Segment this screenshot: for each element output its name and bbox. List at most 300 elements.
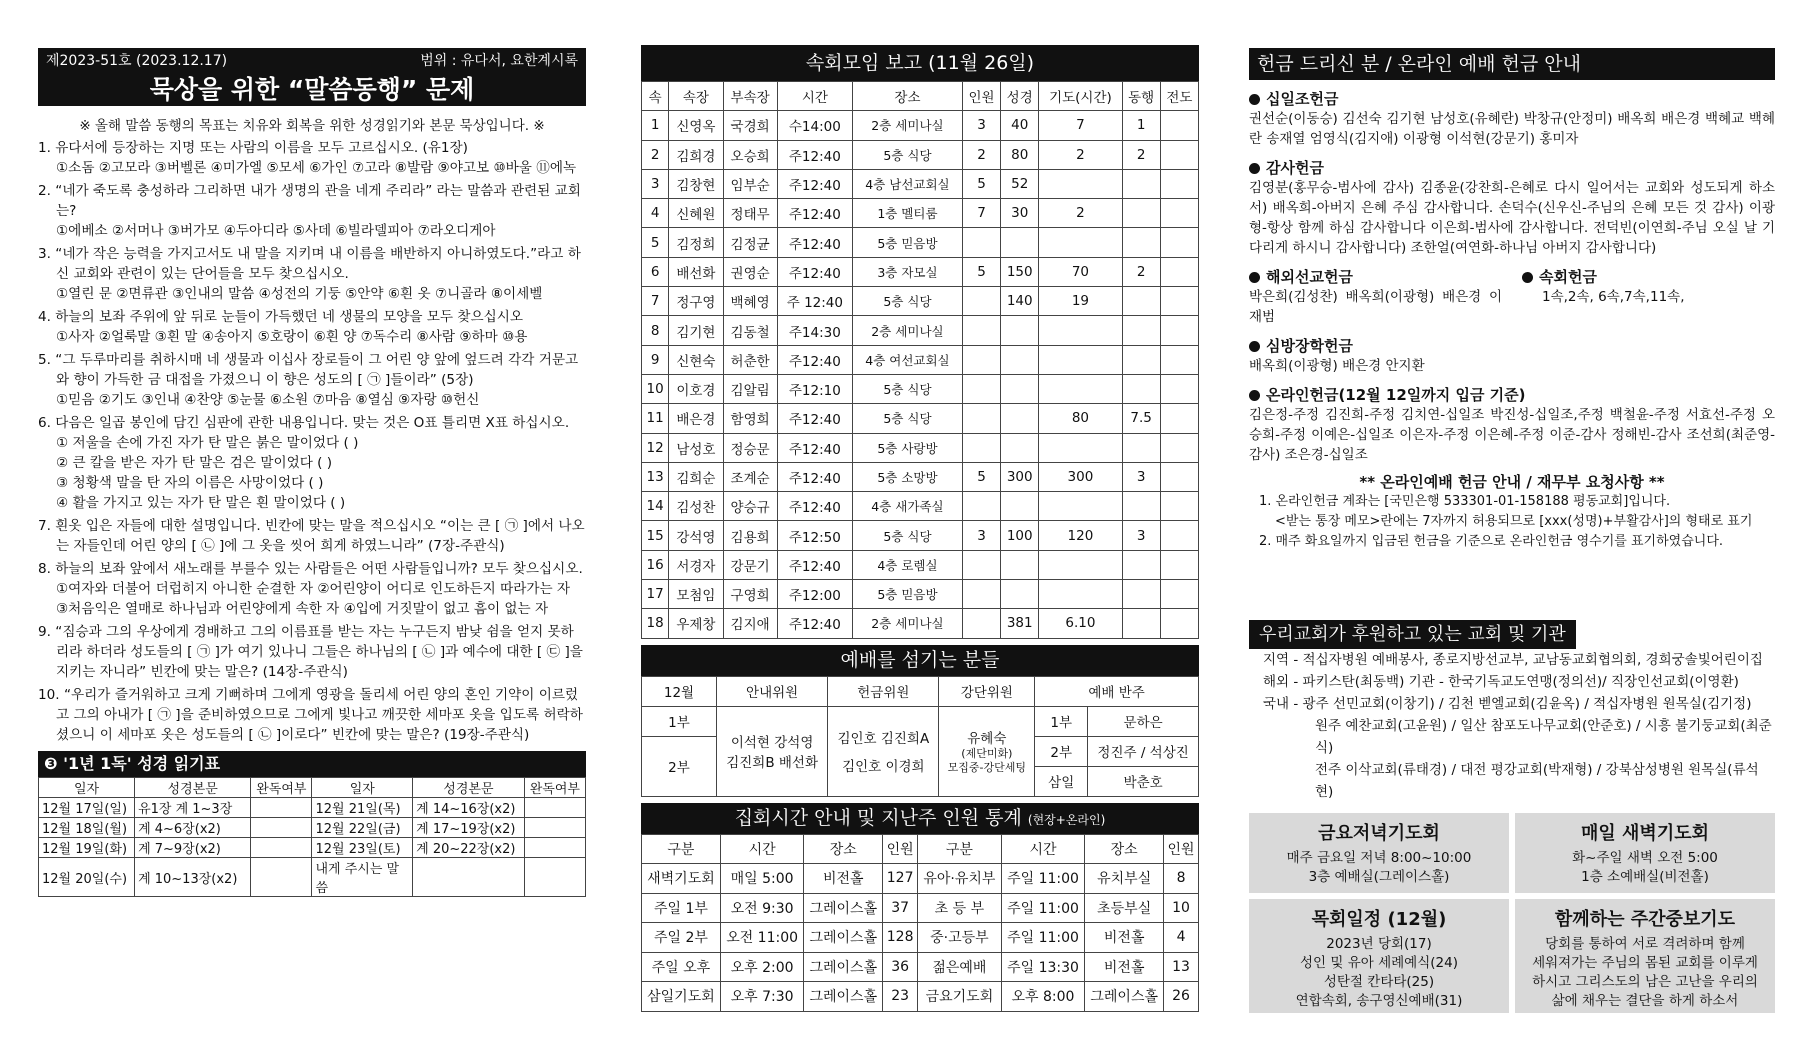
tithe-names: 권선순(이동승) 김선숙 김기현 남성호(유혜란) 박창규(안정미) 배옥희 배은경 백혜교 백혜란 송재열 엄영식(김지애) 이광형 이석현(강문기) 홍미자 xyxy=(1249,111,1775,147)
meeting-header-cell: 속장 xyxy=(669,82,723,111)
meeting-cell: 주12:40 xyxy=(777,228,852,257)
meeting-row xyxy=(642,609,1199,638)
reading-row xyxy=(39,798,586,818)
meeting-cell xyxy=(1122,433,1160,462)
bullet-icon xyxy=(1249,341,1260,352)
meeting-header-cell: 속 xyxy=(642,82,669,111)
info-box-line: 삶에 채우는 결단을 하게 하소서 xyxy=(1551,993,1739,1009)
reading-cell: 12월 23일(토) xyxy=(312,838,413,858)
reading-cell xyxy=(251,798,312,818)
question-text: 8. 하늘의 보좌 앞에서 새노래를 부를수 있는 사람들은 어떤 사람들입니까? 모두 찾으십시오. xyxy=(38,561,583,577)
meeting-cell: 7 xyxy=(962,199,1000,228)
thanks-heading xyxy=(1249,157,1775,178)
meeting-cell: 4층 로렘실 xyxy=(853,550,963,579)
stats-cell: 13 xyxy=(1164,952,1199,982)
meeting-cell: 주12:40 xyxy=(777,492,852,521)
issue-number: 제2023-51호 (2023.12.17) xyxy=(46,53,228,69)
meeting-report-title: 속회모임 보고 (11월 26일) xyxy=(641,45,1199,81)
bullet-icon xyxy=(1249,94,1260,105)
meeting-row xyxy=(642,550,1199,579)
accompanist-name: 정진주 / 석상진 xyxy=(1088,736,1199,766)
meeting-cell: 2층 세미나실 xyxy=(853,111,963,140)
reading-plan-title: ❸ '1년 1독' 성경 읽기표 xyxy=(38,751,586,777)
class-title: 속회헌금 xyxy=(1539,268,1597,286)
meeting-cell: 강문기 xyxy=(723,550,777,579)
question xyxy=(38,516,586,556)
question xyxy=(38,350,586,410)
meeting-cell xyxy=(1160,140,1198,169)
meeting-cell: 5층 믿음방 xyxy=(853,580,963,609)
question-option: ② 큰 칼을 받은 자가 탄 말은 검은 말이었다 ( ) xyxy=(56,455,333,471)
meeting-row xyxy=(642,257,1199,286)
stats-cell: 오후 8:00 xyxy=(1001,982,1084,1012)
meeting-row xyxy=(642,345,1199,374)
stats-title: 집회시간 안내 및 지난주 인원 통계 xyxy=(734,806,1022,829)
stats-cell: 23 xyxy=(883,982,918,1012)
stats-cell: 금요기도회 xyxy=(918,982,1002,1012)
meeting-cell: 배선화 xyxy=(669,257,723,286)
scholarship-title: 심방장학헌금 xyxy=(1266,337,1353,355)
meeting-cell xyxy=(962,609,1000,638)
notice-line: 2. 매주 화요일까지 입금된 헌금을 기준으로 온라인헌금 영수기를 표기하였습니다. xyxy=(1259,534,1724,549)
meeting-cell: 3 xyxy=(642,169,669,198)
meeting-cell xyxy=(1160,374,1198,403)
meeting-cell: 정태무 xyxy=(723,199,777,228)
quiz-title: 묵상을 위한 “말씀동행” 문제 xyxy=(149,75,475,104)
stats-cell: 주일 13:30 xyxy=(1001,952,1084,982)
reading-cell xyxy=(251,858,312,897)
accompanist-name: 문하은 xyxy=(1088,706,1199,736)
meeting-cell: 140 xyxy=(1001,287,1039,316)
meeting-cell: 381 xyxy=(1001,609,1039,638)
info-box-line: 성인 및 유아 세례예식(24) xyxy=(1300,955,1458,971)
meeting-cell xyxy=(1001,374,1039,403)
reading-header-cell: 완독여부 xyxy=(524,778,585,798)
meeting-cell: 5 xyxy=(962,462,1000,491)
meeting-cell: 2층 세미나실 xyxy=(853,316,963,345)
stats-cell: 비전홀 xyxy=(1085,923,1164,953)
reading-cell: 계 4~6장(x2) xyxy=(135,818,251,838)
question-list xyxy=(38,138,586,745)
info-box-line: 2023년 당회(17) xyxy=(1326,936,1432,952)
stats-cell: 오후 2:00 xyxy=(720,952,803,982)
stats-row xyxy=(642,893,1199,923)
meeting-header-cell: 기도(시간) xyxy=(1039,82,1122,111)
meeting-cell xyxy=(962,345,1000,374)
meeting-cell xyxy=(1039,550,1122,579)
stats-cell: 삼일기도회 xyxy=(642,982,721,1012)
reading-header-cell: 일자 xyxy=(312,778,413,798)
mission-names: 박은희(김성찬) 배옥희(이광형) 배은경 이재범 xyxy=(1249,289,1502,325)
stats-cell: 그레이스홀 xyxy=(804,952,883,982)
stats-cell: 오전 11:00 xyxy=(720,923,803,953)
meeting-cell: 이호경 xyxy=(669,374,723,403)
meeting-cell: 주12:40 xyxy=(777,345,852,374)
meeting-cell: 신혜원 xyxy=(669,199,723,228)
meeting-row xyxy=(642,140,1199,169)
question-option: ①여자와 더불어 더럽히지 아니한 순결한 자 ②어린양이 어디로 인도하든지 따라가는 자 xyxy=(56,581,571,597)
meeting-cell xyxy=(1160,111,1198,140)
info-box xyxy=(1515,813,1775,893)
servers-header-row xyxy=(642,676,1199,706)
stats-cell: 그레이스홀 xyxy=(804,893,883,923)
meeting-cell: 70 xyxy=(1039,257,1122,286)
meeting-cell xyxy=(1122,316,1160,345)
bullet-icon xyxy=(1522,272,1533,283)
info-box xyxy=(1515,899,1775,1013)
meeting-cell: 13 xyxy=(642,462,669,491)
reading-cell: 12월 21일(목) xyxy=(312,798,413,818)
reading-cell: 12월 17일(일) xyxy=(39,798,135,818)
meeting-cell: 김희경 xyxy=(669,140,723,169)
guide-2: 김진희B 배선화 xyxy=(726,755,819,772)
info-box-line: 성탄절 칸타타(25) xyxy=(1323,974,1435,990)
reading-cell: 계 14~16장(x2) xyxy=(413,798,525,818)
stats-cell: 주일 1부 xyxy=(642,893,721,923)
stats-header-cell: 시간 xyxy=(720,834,803,864)
meeting-cell: 3 xyxy=(1122,462,1160,491)
meeting-cell: 15 xyxy=(642,521,669,550)
meeting-cell: 김용희 xyxy=(723,521,777,550)
guide-1: 이석현 강석영 xyxy=(730,735,814,752)
meeting-cell: 14 xyxy=(642,492,669,521)
stats-row xyxy=(642,952,1199,982)
meeting-cell: 7 xyxy=(1039,111,1122,140)
meeting-cell: 신현숙 xyxy=(669,345,723,374)
meeting-cell: 1 xyxy=(642,111,669,140)
stats-header-cell: 인원 xyxy=(883,834,918,864)
meeting-cell xyxy=(962,404,1000,433)
accompanist-label: 삼일 xyxy=(1035,766,1088,796)
meeting-cell xyxy=(1001,316,1039,345)
meeting-cell xyxy=(1039,228,1122,257)
stats-title-bar xyxy=(641,803,1199,834)
meeting-cell xyxy=(1160,462,1198,491)
meeting-cell: 9 xyxy=(642,345,669,374)
stats-cell: 매일 5:00 xyxy=(720,864,803,894)
meeting-cell: 2 xyxy=(1122,257,1160,286)
meeting-cell: 4층 남선교회실 xyxy=(853,169,963,198)
online-title: 온라인헌금(12월 12일까지 입금 기준) xyxy=(1266,386,1526,404)
offering-title: 헌금 드리신 분 / 온라인 예배 헌금 안내 xyxy=(1249,48,1775,80)
stats-header-cell: 구분 xyxy=(642,834,721,864)
meeting-cell: 6 xyxy=(642,257,669,286)
question-option: ①사자 ②얼룩말 ③흰 말 ④송아지 ⑤호랑이 ⑥흰 양 ⑦독수리 ⑧사람 ⑨하마 ⑩용 xyxy=(56,329,528,345)
meeting-row xyxy=(642,316,1199,345)
meeting-row xyxy=(642,404,1199,433)
reading-cell: 계 17~19장(x2) xyxy=(413,818,525,838)
meeting-cell: 양승규 xyxy=(723,492,777,521)
question-option: ① 저울을 손에 가진 자가 탄 말은 붉은 말이었다 ( ) xyxy=(56,435,359,451)
reading-row xyxy=(39,818,586,838)
meeting-cell: 주12:40 xyxy=(777,550,852,579)
meeting-cell xyxy=(1122,580,1160,609)
meeting-cell: 주12:50 xyxy=(777,521,852,550)
meeting-cell: 주12:40 xyxy=(777,404,852,433)
meeting-cell: 2 xyxy=(642,140,669,169)
meeting-cell xyxy=(1160,287,1198,316)
stats-row xyxy=(642,864,1199,894)
meeting-cell: 5층 식당 xyxy=(853,140,963,169)
stats-cell: 오전 9:30 xyxy=(720,893,803,923)
service-label: 2부 xyxy=(642,736,717,796)
tithe-title: 십일조헌금 xyxy=(1266,90,1339,108)
meeting-header-cell: 인원 xyxy=(962,82,1000,111)
meeting-cell xyxy=(962,433,1000,462)
meeting-cell xyxy=(1122,228,1160,257)
meeting-cell: 주12:40 xyxy=(777,169,852,198)
meeting-cell: 주 12:40 xyxy=(777,287,852,316)
meeting-cell: 김알림 xyxy=(723,374,777,403)
stats-cell: 127 xyxy=(883,864,918,894)
reading-cell xyxy=(524,818,585,838)
meeting-cell: 4층 새가족실 xyxy=(853,492,963,521)
meeting-cell: 주12:40 xyxy=(777,609,852,638)
stats-cell: 주일 11:00 xyxy=(1001,893,1084,923)
meeting-cell xyxy=(1160,580,1198,609)
meeting-cell xyxy=(1160,199,1198,228)
meeting-cell: 신영옥 xyxy=(669,111,723,140)
meeting-cell: 모첨임 xyxy=(669,580,723,609)
meeting-cell xyxy=(1039,374,1122,403)
meeting-cell xyxy=(1039,316,1122,345)
reading-header-cell: 완독여부 xyxy=(251,778,312,798)
reading-cell xyxy=(524,838,585,858)
stats-cell: 주일 오후 xyxy=(642,952,721,982)
meeting-cell: 서경자 xyxy=(669,550,723,579)
mission-heading xyxy=(1249,266,1502,287)
support-list xyxy=(1249,649,1775,803)
quiz-intro: ※ 올해 말씀 동행의 목표는 치유와 회복을 위한 성경읽기와 본문 묵상입니다. ※ xyxy=(79,118,545,134)
stats-row xyxy=(642,982,1199,1012)
meeting-row xyxy=(642,287,1199,316)
meeting-cell: 6.10 xyxy=(1039,609,1122,638)
meeting-cell: 5층 식당 xyxy=(853,521,963,550)
question xyxy=(38,559,586,619)
meeting-cell xyxy=(1160,169,1198,198)
meeting-row xyxy=(642,169,1199,198)
question-text: 1. 유다서에 등장하는 지명 또는 사람의 이름을 모두 고르십시오. (유1장) xyxy=(38,140,468,156)
meeting-row xyxy=(642,374,1199,403)
question-text: 10. “우리가 즐거워하고 크게 기뻐하며 그에게 영광을 돌리세 어린 양의 혼인 기약이 이르렀고 그의 아내가 [ ㉠ ]을 준비하였으므로 그에게 빛나고 깨끗한 세마포 옷을 입도록 허락하셨으니 이 세마포 옷은 성도들의 [ ㉡ ]이로다” 빈칸에 맞는 말은? (19장-주관식) xyxy=(38,687,583,743)
notice-line: 1. 온라인헌금 계좌는 [국민은행 533301-01-158188 평동교회]입니다. xyxy=(1259,494,1671,509)
meeting-cell: 주12:10 xyxy=(777,374,852,403)
info-box-line: 1층 소예배실(비전홀) xyxy=(1581,869,1709,885)
meeting-cell: 2 xyxy=(962,140,1000,169)
meeting-cell: 4층 여선교회실 xyxy=(853,345,963,374)
reading-cell: 12월 19일(화) xyxy=(39,838,135,858)
reading-cell: 계 7~9장(x2) xyxy=(135,838,251,858)
question-option: ③처음익은 열매로 하나님과 어린양에게 속한 자 ④입에 거짓말이 없고 흠이 없는 자 xyxy=(56,601,549,617)
meeting-cell: 100 xyxy=(1001,521,1039,550)
meeting-cell: 5층 사랑방 xyxy=(853,433,963,462)
meeting-cell: 2 xyxy=(1039,199,1122,228)
question-text: 9. “짐승과 그의 우상에게 경배하고 그의 이름표를 받는 자는 누구든지 밤낮 쉼을 얻지 못하리라 하더라 성도들의 [ ㉠ ]가 여기 있나니 그들은 하나님의 [ ㉡ ]과 예수에 대한 [ ㉢ ]을 지키는 자니라” 빈칸에 맞는 말은? (14장-주관식) xyxy=(38,624,583,680)
meeting-cell: 4 xyxy=(642,199,669,228)
stats-cell: 10 xyxy=(1164,893,1199,923)
meeting-cell: 김정희 xyxy=(669,228,723,257)
meeting-cell: 주12:40 xyxy=(777,462,852,491)
stats-cell: 그레이스홀 xyxy=(804,982,883,1012)
meeting-cell: 2층 세미나실 xyxy=(853,609,963,638)
servers-header-cell: 안내위원 xyxy=(717,676,828,706)
meeting-cell: 백혜영 xyxy=(723,287,777,316)
reading-cell: 12월 20일(수) xyxy=(39,858,135,897)
support-title: 우리교회가 후원하고 있는 교회 및 기관 xyxy=(1249,620,1576,649)
question xyxy=(38,413,586,513)
info-box-line: 매주 금요일 저녁 8:00~10:00 xyxy=(1286,850,1472,866)
meeting-cell: 주12:00 xyxy=(777,580,852,609)
question-text: 7. 흰옷 입은 자들에 대한 설명입니다. 빈칸에 맞는 말을 적으십시오 “이는 큰 [ ㉠ ]에서 나오는 자들인데 어린 양의 [ ㉡ ]에 그 옷을 씻어 희게 하였느니라” (7장-주관식) xyxy=(38,518,585,554)
meeting-cell xyxy=(1039,169,1122,198)
meeting-cell: 5층 믿음방 xyxy=(853,228,963,257)
meeting-cell: 1 xyxy=(1122,111,1160,140)
meeting-row xyxy=(642,199,1199,228)
meeting-header-cell: 동행 xyxy=(1122,82,1160,111)
support-line: 국내 - 광주 선민교회(이창기) / 김천 벧엘교회(김윤옥) / 적십자병원 원목실(김기정) xyxy=(1263,696,1752,712)
bullet-icon xyxy=(1249,163,1260,174)
support-line: 지역 - 적십자병원 예배봉사, 종로지방선교부, 교남동교회협의회, 경희궁솔빛어린이집 xyxy=(1263,652,1763,668)
reading-row xyxy=(39,858,586,897)
stats-row xyxy=(642,923,1199,953)
support-line: 해외 - 파키스탄(최동백) 기관 - 한국기독교도연맹(정의선)/ 직장인선교회(이영환) xyxy=(1263,674,1739,690)
meeting-cell xyxy=(1160,609,1198,638)
scholarship-names: 배옥희(이광형) 배은경 안지환 xyxy=(1249,358,1425,374)
meeting-cell: 5층 식당 xyxy=(853,287,963,316)
info-box-line: 연합속회, 송구영신예배(31) xyxy=(1295,993,1463,1009)
meeting-cell xyxy=(1122,550,1160,579)
meeting-cell: 수14:00 xyxy=(777,111,852,140)
meeting-cell xyxy=(962,287,1000,316)
meeting-cell xyxy=(1001,228,1039,257)
meeting-cell xyxy=(1001,404,1039,433)
meeting-cell: 오승희 xyxy=(723,140,777,169)
meeting-row xyxy=(642,433,1199,462)
question-text: 2. “네가 죽도록 충성하라 그리하면 내가 생명의 관을 네게 주리라” 라는 말씀과 관련된 교회는? xyxy=(38,183,581,219)
servers-table xyxy=(641,676,1199,797)
question-text: 3. “네가 작은 능력을 가지고서도 내 말을 지키며 내 이름을 배반하지 아니하였도다.”라고 하신 교회와 관련이 있는 단어들을 모두 찾으십시오. xyxy=(38,246,581,282)
meeting-cell xyxy=(1160,521,1198,550)
meeting-cell xyxy=(1001,433,1039,462)
meeting-header-cell: 부속장 xyxy=(723,82,777,111)
mission-class-row xyxy=(1249,258,1775,327)
meeting-report-table xyxy=(641,81,1199,639)
question-option: ④ 활을 가지고 있는 자가 탄 말은 흰 말이었다 ( ) xyxy=(56,495,346,511)
offering-2: 김인호 이경희 xyxy=(842,759,925,776)
meeting-cell xyxy=(962,374,1000,403)
meeting-cell xyxy=(1122,345,1160,374)
meeting-cell: 7.5 xyxy=(1122,404,1160,433)
meeting-row xyxy=(642,111,1199,140)
meeting-cell: 300 xyxy=(1039,462,1122,491)
class-names: 1속,2속, 6속,7속,11속, xyxy=(1542,289,1685,305)
meeting-cell: 주14:30 xyxy=(777,316,852,345)
tithe-heading xyxy=(1249,88,1775,109)
meeting-cell: 150 xyxy=(1001,257,1039,286)
meeting-cell: 18 xyxy=(642,609,669,638)
quiz-range: 범위 : 유다서, 요한계시록 xyxy=(420,53,578,69)
meeting-cell xyxy=(1160,316,1198,345)
reading-cell: 12월 22일(금) xyxy=(312,818,413,838)
meeting-cell xyxy=(962,492,1000,521)
meeting-cell xyxy=(1001,580,1039,609)
question-text: 6. 다음은 일곱 봉인에 담긴 심판에 관한 내용입니다. 맞는 것은 O표 틀리면 X표 하십시오. xyxy=(38,415,570,431)
meeting-header-cell: 전도 xyxy=(1160,82,1198,111)
stats-header-cell: 인원 xyxy=(1164,834,1199,864)
stats-cell: 비전홀 xyxy=(1085,952,1164,982)
meeting-cell: 김정균 xyxy=(723,228,777,257)
stats-cell: 주일 2부 xyxy=(642,923,721,953)
online-heading xyxy=(1249,384,1775,405)
stats-cell: 오후 7:30 xyxy=(720,982,803,1012)
meeting-cell: 허춘한 xyxy=(723,345,777,374)
meeting-cell: 300 xyxy=(1001,462,1039,491)
stats-header-cell: 장소 xyxy=(804,834,883,864)
meeting-cell xyxy=(1122,492,1160,521)
meeting-cell: 5 xyxy=(962,169,1000,198)
thanks-title: 감사헌금 xyxy=(1266,159,1324,177)
support-line: 전주 이삭교회(류태경) / 대전 평강교회(박재형) / 강북삼성병원 원목실(류석현) xyxy=(1315,762,1759,800)
reading-cell xyxy=(413,858,525,897)
reading-cell: 내게 주시는 말씀 xyxy=(312,858,413,897)
meeting-cell: 11 xyxy=(642,404,669,433)
meeting-cell: 김지애 xyxy=(723,609,777,638)
meeting-cell: 함영희 xyxy=(723,404,777,433)
meeting-cell: 5 xyxy=(642,228,669,257)
question-option: ①에베소 ②서머나 ③버가모 ④두아디라 ⑤사데 ⑥빌라델피아 ⑦라오디게아 xyxy=(56,223,496,239)
info-box xyxy=(1249,899,1509,1013)
reports-column xyxy=(641,45,1199,1012)
meeting-cell xyxy=(1122,169,1160,198)
meeting-cell: 조계순 xyxy=(723,462,777,491)
altar-name: 유혜숙 xyxy=(967,731,1007,748)
meeting-cell: 8 xyxy=(642,316,669,345)
meeting-row xyxy=(642,492,1199,521)
info-box-line: 당회를 통하여 서로 격려하며 함께 xyxy=(1545,936,1745,952)
meeting-cell: 16 xyxy=(642,550,669,579)
meeting-cell: 정승문 xyxy=(723,433,777,462)
reading-cell: 계 20~22장(x2) xyxy=(413,838,525,858)
meeting-cell xyxy=(1039,580,1122,609)
info-boxes xyxy=(1249,813,1775,1013)
meeting-cell: 12 xyxy=(642,433,669,462)
stats-cell: 36 xyxy=(883,952,918,982)
notice-list xyxy=(1249,492,1775,552)
meeting-cell xyxy=(1122,287,1160,316)
meeting-cell: 배은경 xyxy=(669,404,723,433)
question-text: 5. “그 두루마리를 취하시매 네 생물과 이십사 장로들이 그 어린 양 앞에 엎드려 각각 거문고와 향이 가득한 금 대접을 가졌으니 이 향은 성도의 [ ㉠ ]들이라” (5장) xyxy=(38,352,579,388)
stats-cell: 초등부실 xyxy=(1085,893,1164,923)
servers-header-cell: 예배 반주 xyxy=(1035,676,1199,706)
meeting-cell: 1층 멜티룸 xyxy=(853,199,963,228)
meeting-cell xyxy=(1160,404,1198,433)
meeting-cell: 임부순 xyxy=(723,169,777,198)
reading-cell xyxy=(251,838,312,858)
meeting-cell: 80 xyxy=(1001,140,1039,169)
stats-cell: 8 xyxy=(1164,864,1199,894)
reading-cell: 12월 18일(월) xyxy=(39,818,135,838)
meeting-cell: 강석영 xyxy=(669,521,723,550)
meeting-cell xyxy=(1001,492,1039,521)
stats-table xyxy=(641,834,1199,1012)
meeting-cell: 7 xyxy=(642,287,669,316)
offering-cell xyxy=(828,706,939,796)
meeting-row xyxy=(642,462,1199,491)
info-box-line: 화~주일 새벽 오전 5:00 xyxy=(1572,850,1718,866)
meeting-cell xyxy=(962,550,1000,579)
stats-cell: 젊은예배 xyxy=(918,952,1002,982)
meeting-cell: 2 xyxy=(1039,140,1122,169)
